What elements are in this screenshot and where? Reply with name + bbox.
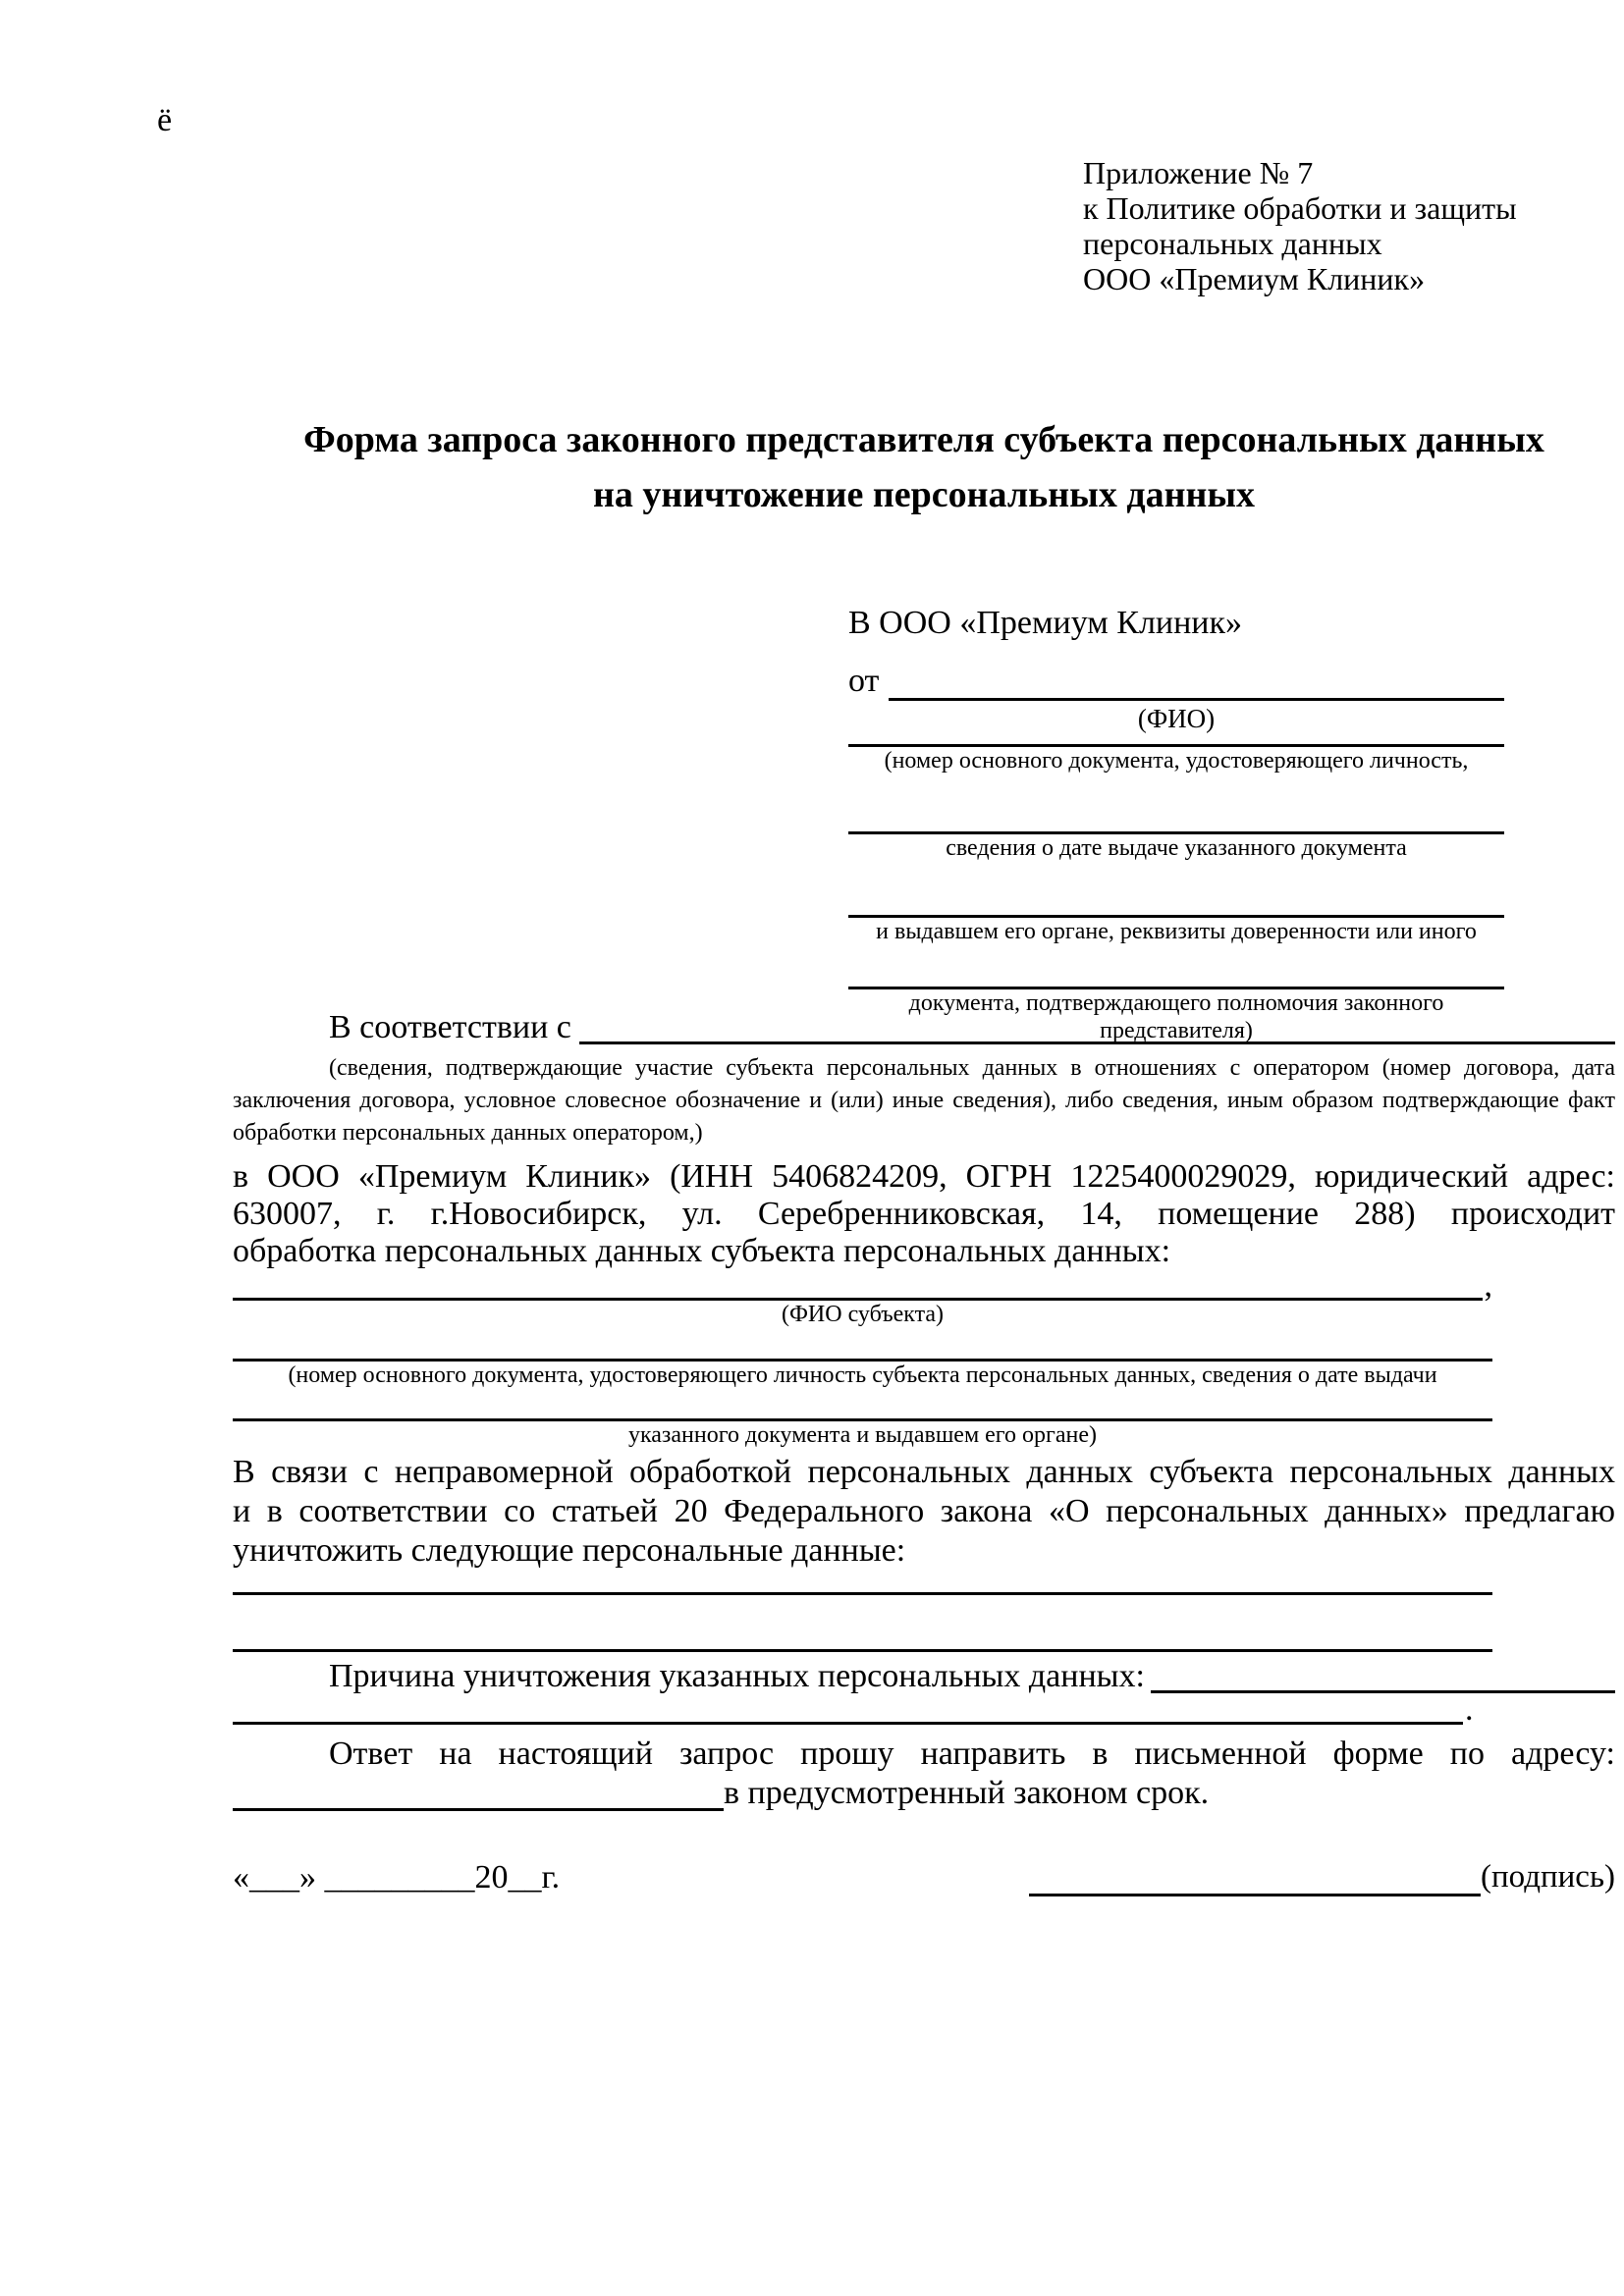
demand-paragraph-line: В связи с неправомерной обработкой персональных данных субъекта персональных данных xyxy=(233,1454,1615,1490)
response-paragraph xyxy=(233,1735,1615,1774)
fio-caption: (ФИО) xyxy=(1137,704,1216,733)
reason-row xyxy=(233,1660,1615,1693)
addressee-organization: В ООО «Премиум Клиник» xyxy=(848,605,1243,641)
accordance-note-line: обработки персональных данных оператором,) xyxy=(233,1120,703,1146)
from-label: от xyxy=(848,663,880,699)
accordance-fill-line xyxy=(579,1019,1615,1044)
accordance-lead: В соответствии с xyxy=(329,1009,571,1045)
response-paragraph-line: Ответ на настоящий запрос прошу направить в письменной форме по адресу: xyxy=(329,1735,1615,1772)
reason-fill-line-2 xyxy=(233,1693,1463,1725)
appendix-header-line: Приложение № 7 xyxy=(1083,155,1314,190)
issue-date-caption: сведения о дате выдаче указанного документа xyxy=(946,835,1407,861)
body-block xyxy=(233,1011,1615,1811)
subject-fio-fill-line xyxy=(233,1270,1483,1301)
document-number-fill-line xyxy=(848,733,1504,747)
response-address-row xyxy=(233,1776,1615,1811)
appendix-header-line: ООО «Премиум Клиник» xyxy=(1083,261,1426,296)
operator-paragraph-line: 630007, г. г.Новосибирск, ул. Серебренниковская, 14, помещение 288) происходит xyxy=(233,1196,1615,1232)
date-line: «___» _________20__г. xyxy=(233,1859,561,1896)
authority-document-caption: документа, подтверждающего полномочия законного представителя) xyxy=(908,990,1444,1043)
from-row xyxy=(848,646,1504,701)
operator-paragraph-line: обработка персональных данных субъекта персональных данных: xyxy=(233,1233,1171,1269)
data-to-destroy-fill-line-2 xyxy=(233,1595,1492,1652)
accordance-note-line: (сведения, подтверждающие участие субъекта персональных данных в отношениях с оператором (номер договора, дата xyxy=(329,1055,1615,1081)
subject-fio-caption: (ФИО субъекта) xyxy=(781,1302,945,1327)
footer-row xyxy=(233,1857,1615,1896)
demand-paragraph xyxy=(233,1453,1615,1571)
reason-fill-line xyxy=(1151,1668,1615,1693)
representative-name-fill-line xyxy=(889,662,1504,701)
operator-paragraph-line: в ООО «Премиум Клиник» (ИНН 5406824209, ОГРН 1225400029029, юридический адрес: xyxy=(233,1158,1615,1195)
response-address-fill-line xyxy=(233,1784,724,1811)
signature-fill-line xyxy=(1029,1861,1481,1896)
subject-fio-row xyxy=(233,1267,1492,1304)
demand-paragraph-line: и в соответствии со статьей 20 Федерального закона «О персональных данных» предлагаю xyxy=(233,1493,1615,1529)
reason-continuation-row xyxy=(233,1691,1615,1728)
accordance-note xyxy=(233,1052,1615,1149)
demand-paragraph-line: уничтожить следующие персональные данные: xyxy=(233,1532,906,1569)
form-title-line: на уничтожение персональных данных xyxy=(592,474,1256,515)
reason-lead: Причина уничтожения указанных персональных данных: xyxy=(329,1658,1145,1694)
subject-document-fill-line-2 xyxy=(233,1389,1492,1421)
form-title xyxy=(233,412,1615,522)
issuing-authority-fill-line xyxy=(848,862,1504,918)
data-to-destroy-fill-line-1 xyxy=(233,1571,1492,1595)
accordance-row xyxy=(233,1011,1615,1044)
response-tail: в предусмотренный законом срок. xyxy=(724,1775,1210,1811)
document-number-caption: (номер основного документа, удостоверяющего личность, xyxy=(884,748,1469,774)
signature-caption: (подпись) xyxy=(1481,1859,1615,1895)
appendix-header xyxy=(1083,155,1544,296)
subject-document-fill-line xyxy=(233,1328,1492,1362)
subject-fill-block xyxy=(233,1267,1492,1449)
operator-paragraph xyxy=(233,1158,1615,1270)
subject-fio-comma: , xyxy=(1484,1267,1492,1304)
appendix-header-line: персональных данных xyxy=(1083,226,1382,261)
stray-character: ё xyxy=(157,102,173,138)
signature-group xyxy=(1029,1857,1615,1896)
form-title-line: Форма запроса законного представителя субъекта персональных данных xyxy=(303,419,1544,460)
authority-document-fill-line xyxy=(848,945,1504,989)
accordance-note-line: заключения договора, условное словесное обозначение и (или) иные сведения), либо сведения, иным образом подтверждающие факт xyxy=(233,1088,1615,1113)
subject-document-caption-top: (номер основного документа, удостоверяющего личность субъекта персональных данных, сведения о дате выдачи xyxy=(288,1362,1437,1388)
issuing-authority-caption: и выдавшем его органе, реквизиты доверенности или иного xyxy=(876,919,1477,944)
subject-document-caption-bottom: указанного документа и выдавшем его органе) xyxy=(627,1422,1098,1448)
addressee-block xyxy=(848,601,1504,1044)
issue-date-fill-line xyxy=(848,774,1504,834)
reason-period: . xyxy=(1465,1691,1474,1728)
appendix-header-line: к Политике обработки и защиты xyxy=(1083,190,1517,226)
